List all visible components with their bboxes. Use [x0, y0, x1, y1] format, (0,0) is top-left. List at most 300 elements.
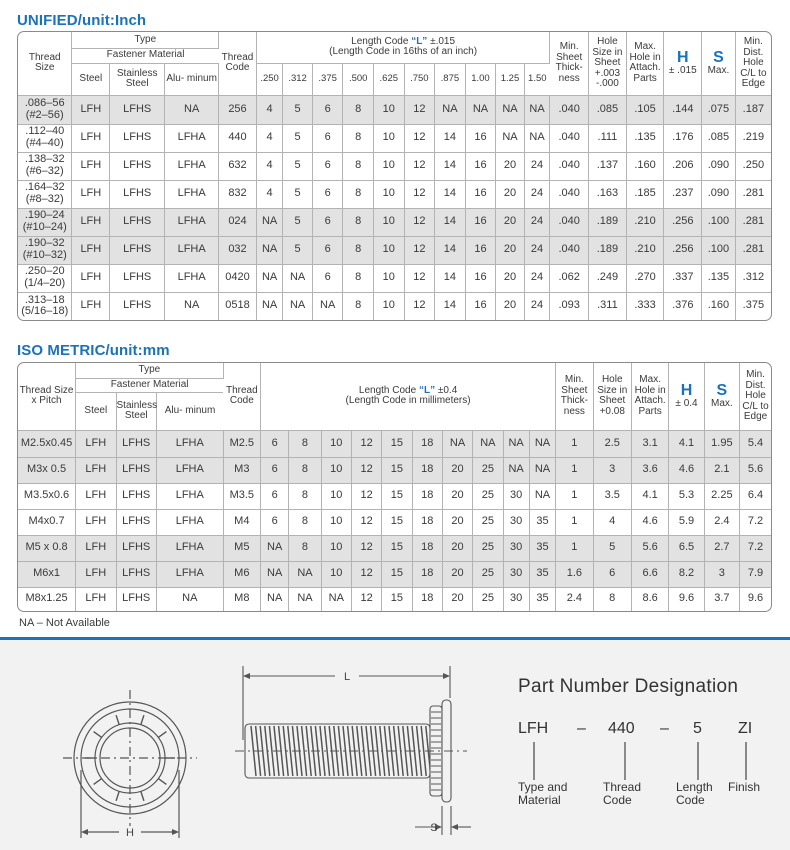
length-code-cell: 10 [321, 430, 351, 457]
footnote: NA – Not Available [19, 617, 110, 629]
max-hole-cell: .333 [626, 292, 664, 320]
min-sheet-cell: .040 [550, 152, 589, 180]
thread-code-cell: M3 [223, 457, 260, 483]
min-sheet-cell: 1 [556, 509, 593, 535]
length-code-cell: 12 [351, 483, 381, 509]
h-letter: H [680, 382, 693, 399]
length-code-cell: NA [524, 95, 550, 124]
thread-size-cell: .250–20 (1/4–20) [18, 264, 72, 292]
thread-size-cell: .190–24 (#10–24) [18, 208, 72, 236]
h-cell: .237 [664, 180, 702, 208]
length-code-cell: 6 [261, 430, 289, 457]
header-steel: Steel [72, 63, 110, 95]
length-code-cell: 15 [382, 535, 412, 561]
length-code-cell: 8 [343, 180, 374, 208]
length-code-cell: NA [256, 292, 282, 320]
steel-cell: LFH [72, 95, 110, 124]
length-code-cell: 14 [435, 292, 466, 320]
header-length-code [261, 363, 556, 430]
min-sheet-cell: 1 [556, 535, 593, 561]
header-length-5: .625 [373, 63, 404, 95]
thread-size-cell: .313–18 (5/16–18) [18, 292, 72, 320]
header-length-1: .250 [256, 63, 282, 95]
length-code-label: Length Code [351, 35, 409, 47]
length-code-cell: 18 [412, 561, 442, 587]
steel-cell: LFH [76, 561, 116, 587]
min-dist-cell: 7.2 [740, 535, 771, 561]
length-code-tolerance: ±0.4 [437, 384, 458, 396]
header-length-10: 1.50 [524, 63, 550, 95]
table-row [18, 95, 771, 124]
length-code-cell: NA [256, 236, 282, 264]
length-code-cell: 14 [435, 152, 466, 180]
aluminum-cell: LFHA [156, 561, 223, 587]
header-thread-code: Thread Code [223, 363, 260, 430]
h-cell: .256 [664, 208, 702, 236]
hole-size-cell: 2.5 [593, 430, 631, 457]
stainless-cell: LFHS [110, 264, 165, 292]
min-sheet-cell: 1.6 [556, 561, 593, 587]
hole-size-cell: .163 [589, 180, 627, 208]
min-sheet-cell: .093 [550, 292, 589, 320]
length-code-cell: NA [503, 430, 529, 457]
length-code-cell: 20 [496, 180, 525, 208]
metric-title: ISO METRIC/unit:mm [17, 342, 170, 359]
h-cell: 4.6 [669, 457, 704, 483]
length-code-cell: 10 [373, 208, 404, 236]
steel-cell: LFH [72, 180, 110, 208]
s-cell: .090 [702, 180, 736, 208]
length-code-cell: 8 [343, 264, 374, 292]
length-code-cell: NA [283, 264, 313, 292]
serration-tooth [141, 791, 144, 801]
hole-size-cell: .111 [589, 124, 627, 152]
length-code-cell: 12 [404, 208, 435, 236]
length-code-cell: 16 [465, 208, 496, 236]
part-number-designation-title: Part Number Designation [518, 676, 739, 697]
header-aluminum: Alu- minum [156, 392, 223, 430]
length-code-cell: 8 [343, 124, 374, 152]
thread-size-cell: M4x0.7 [18, 509, 76, 535]
length-code-cell: NA [529, 430, 555, 457]
length-code-cell: 16 [465, 124, 496, 152]
length-code-cell: NA [529, 483, 555, 509]
length-code-cell: 15 [382, 457, 412, 483]
length-code-cell: 20 [442, 561, 472, 587]
header-min-dist: Min. Dist. Hole C/L to Edge [740, 363, 771, 430]
h-cell: .176 [664, 124, 702, 152]
steel-cell: LFH [76, 430, 116, 457]
header-thread-size-pitch: Thread Size x Pitch [18, 363, 76, 430]
length-code-cell: 30 [503, 587, 529, 611]
h-tolerance: ± 0.4 [675, 398, 698, 409]
length-code-cell: NA [496, 95, 525, 124]
aluminum-cell: LFHA [165, 124, 219, 152]
length-code-cell: 10 [321, 509, 351, 535]
length-code-cell: 14 [435, 264, 466, 292]
length-code-cell: NA [529, 457, 555, 483]
length-code-cell: 24 [524, 292, 550, 320]
length-code-cell: 12 [404, 236, 435, 264]
header-length-2: .312 [283, 63, 313, 95]
table-row [18, 457, 771, 483]
header-thread-size: Thread Size [18, 32, 72, 95]
aluminum-cell: LFHA [165, 236, 219, 264]
length-code-cell: 8 [289, 509, 321, 535]
hole-size-cell: 3.5 [593, 483, 631, 509]
thread-code-cell: 440 [219, 124, 257, 152]
header-thread-code: Thread Code [219, 32, 257, 95]
length-code-cell: 35 [529, 535, 555, 561]
header-fastener-material: Fastener Material [72, 48, 219, 63]
length-code-cell: 20 [442, 509, 472, 535]
aluminum-cell: LFHA [156, 509, 223, 535]
s-cell: 2.1 [704, 457, 739, 483]
stainless-cell: LFHS [110, 95, 165, 124]
max-hole-cell: .210 [626, 208, 664, 236]
length-code-cell: 10 [373, 264, 404, 292]
length-code-l: “L” [411, 35, 428, 47]
thread-code-cell: 0420 [219, 264, 257, 292]
min-dist-cell: 9.6 [747, 592, 764, 605]
min-dist-cell: .281 [735, 236, 771, 264]
length-code-cell: 12 [351, 430, 381, 457]
h-cell: .376 [664, 292, 702, 320]
length-code-cell: NA [283, 292, 313, 320]
aluminum-cell: LFHA [156, 430, 223, 457]
length-code-cell: 6 [312, 180, 343, 208]
length-code-cell: 25 [473, 587, 503, 611]
min-sheet-cell: .040 [550, 124, 589, 152]
header-hole-size: Hole Size in Sheet +0.08 [593, 363, 631, 430]
table-row [18, 561, 771, 587]
s-max: Max. [707, 65, 730, 76]
dimension-s-label: S [430, 822, 438, 834]
length-code-cell: 25 [473, 535, 503, 561]
length-code-cell: 25 [473, 509, 503, 535]
length-code-cell: 8 [343, 152, 374, 180]
length-code-cell: 8 [343, 236, 374, 264]
table-row [18, 587, 771, 611]
thread-size-cell: .138–32 (#6–32) [18, 152, 72, 180]
table-row [18, 264, 771, 292]
length-code-cell: 20 [442, 535, 472, 561]
length-code-cell: 18 [412, 430, 442, 457]
h-cell: 6.5 [669, 535, 704, 561]
aluminum-cell: LFHA [165, 264, 219, 292]
length-code-cell: 24 [524, 152, 550, 180]
length-code-cell: 16 [465, 180, 496, 208]
thread-code-cell: 832 [219, 180, 257, 208]
thread-code-cell: M8 [223, 587, 260, 611]
aluminum-cell: NA [156, 587, 223, 611]
thread-line [338, 726, 343, 776]
steel-cell: LFH [76, 509, 116, 535]
min-sheet-cell: 2.4 [556, 587, 593, 611]
min-sheet-cell: .040 [550, 180, 589, 208]
length-code-cell: 14 [435, 208, 466, 236]
s-cell: .085 [702, 124, 736, 152]
fastener-end-view-drawing [55, 650, 255, 850]
length-code-cell: 18 [412, 509, 442, 535]
min-sheet-cell: .040 [550, 236, 589, 264]
length-code-cell: 5 [283, 236, 313, 264]
hole-size-cell: 3 [593, 457, 631, 483]
length-code-cell: 30 [503, 561, 529, 587]
h-cell: .206 [664, 152, 702, 180]
length-code-cell: 12 [404, 292, 435, 320]
length-code-cell: 14 [435, 180, 466, 208]
length-code-cell: 10 [373, 292, 404, 320]
min-sheet-cell: 1 [556, 483, 593, 509]
length-code-cell: 25 [473, 483, 503, 509]
aluminum-cell: LFHA [165, 208, 219, 236]
s-cell: .160 [702, 292, 736, 320]
length-code-cell: 25 [473, 561, 503, 587]
steel-cell: LFH [72, 124, 110, 152]
max-hole-cell: 8.6 [631, 587, 668, 611]
s-cell: 2.25 [704, 483, 739, 509]
thread-size-cell: M6x1 [18, 561, 76, 587]
length-code-cell: 4 [256, 152, 282, 180]
hole-size-cell: .189 [589, 208, 627, 236]
s-max: Max. [711, 398, 733, 409]
h-letter: H [677, 49, 689, 66]
table-row [18, 152, 771, 180]
length-code-note: (Length Code in 16ths of an inch) [329, 46, 478, 58]
length-code-cell: 8 [343, 208, 374, 236]
length-code-cell: NA [261, 587, 289, 611]
min-dist-cell: 5.6 [740, 457, 771, 483]
header-min-sheet: Min. Sheet Thick- ness [556, 363, 593, 430]
fastener-side-view-drawing [235, 640, 475, 850]
min-dist-cell: .281 [735, 208, 771, 236]
length-code-cell: 15 [382, 430, 412, 457]
thread-code-cell: 632 [219, 152, 257, 180]
stainless-cell: LFHS [110, 124, 165, 152]
header-aluminum: Alu- minum [165, 63, 219, 95]
max-hole-cell: 4.1 [631, 483, 668, 509]
hole-size-cell: 6 [593, 561, 631, 587]
aluminum-cell: NA [165, 95, 219, 124]
stainless-cell: LFHS [110, 208, 165, 236]
header-length-9: 1.25 [496, 63, 525, 95]
length-code-cell: 16 [465, 236, 496, 264]
thread-code-cell: 0518 [219, 292, 257, 320]
length-code-tolerance: ±.015 [430, 35, 456, 47]
serration-tooth [94, 779, 102, 785]
length-code-cell: 10 [373, 124, 404, 152]
length-code-cell: 6 [261, 483, 289, 509]
min-dist-cell: .375 [742, 299, 765, 312]
length-code-cell: 10 [321, 535, 351, 561]
serration-tooth [141, 715, 144, 725]
header-h [669, 363, 704, 430]
length-code-cell: 8 [343, 292, 374, 320]
table-row [18, 483, 771, 509]
part-designation-panel [0, 637, 790, 850]
s-cell: 3 [704, 561, 739, 587]
thread-size-cell: M3.5x0.6 [18, 483, 76, 509]
steel-cell: LFH [72, 292, 110, 320]
min-sheet-cell: 1 [556, 430, 593, 457]
length-code-cell: 16 [465, 292, 496, 320]
thread-size-cell: .086–56 (#2–56) [18, 95, 72, 124]
label-length-code: Length Code [676, 780, 713, 807]
length-code-cell: 15 [382, 561, 412, 587]
h-tolerance: ± .015 [668, 65, 697, 76]
aluminum-cell: LFHA [156, 457, 223, 483]
length-code-cell: 6 [312, 152, 343, 180]
min-sheet-cell: .062 [550, 264, 589, 292]
length-code-cell: NA [256, 264, 282, 292]
stainless-cell: LFHS [116, 457, 156, 483]
length-code-cell: NA [289, 561, 321, 587]
length-code-cell: 12 [351, 587, 381, 611]
min-sheet-cell: .040 [550, 95, 589, 124]
min-sheet-cell: 1 [556, 457, 593, 483]
length-code-cell: 12 [351, 457, 381, 483]
designation-dash-2: – [660, 720, 669, 737]
table-row [18, 509, 771, 535]
steel-cell: LFH [72, 236, 110, 264]
length-code-cell: 12 [404, 95, 435, 124]
thread-size-cell: .112–40 (#4–40) [18, 124, 72, 152]
length-code-cell: 24 [524, 208, 550, 236]
header-length-4: .500 [343, 63, 374, 95]
hole-size-cell: 5 [593, 535, 631, 561]
max-hole-cell: 3.1 [631, 430, 668, 457]
steel-cell: LFH [72, 264, 110, 292]
length-code-cell: 15 [382, 483, 412, 509]
length-code-cell: 8 [343, 95, 374, 124]
stainless-cell: LFHS [116, 561, 156, 587]
length-code-cell: NA [442, 430, 472, 457]
h-cell: .337 [664, 264, 702, 292]
header-fastener-material: Fastener Material [76, 378, 224, 392]
table-row [18, 535, 771, 561]
header-max-hole: Max. Hole in Attach. Parts [631, 363, 668, 430]
table-row [18, 180, 771, 208]
length-code-cell: 5 [283, 152, 313, 180]
length-code-label: Length Code [358, 384, 417, 396]
dimension-l-label: L [343, 671, 351, 683]
stainless-cell: LFHS [116, 587, 156, 611]
h-cell: 8.2 [669, 561, 704, 587]
header-length-code [256, 32, 550, 63]
length-code-cell: 5 [283, 95, 313, 124]
length-code-cell: NA [496, 124, 525, 152]
min-dist-cell: .312 [735, 264, 771, 292]
s-cell: .075 [702, 95, 736, 124]
label-thread-code: Thread Code [603, 780, 642, 807]
min-dist-cell: .219 [735, 124, 771, 152]
steel-cell: LFH [76, 483, 116, 509]
max-hole-cell: .270 [626, 264, 664, 292]
length-code-cell: 10 [373, 95, 404, 124]
length-code-cell: 20 [496, 264, 525, 292]
designation-finish-code: ZI [738, 720, 753, 737]
hole-size-cell: 4 [593, 509, 631, 535]
length-code-cell: 4 [256, 124, 282, 152]
length-code-cell: 12 [404, 152, 435, 180]
header-type: Type [72, 32, 219, 48]
length-code-cell: 10 [321, 483, 351, 509]
s-cell: 2.4 [704, 509, 739, 535]
unified-table [17, 31, 772, 321]
max-hole-cell: .185 [626, 180, 664, 208]
thread-code-cell: M4 [223, 509, 260, 535]
header-steel: Steel [76, 392, 116, 430]
length-code-cell: 12 [351, 535, 381, 561]
label-finish: Finish [728, 780, 761, 794]
length-code-cell: 14 [435, 124, 466, 152]
thread-size-cell: M2.5x0.45 [18, 430, 76, 457]
steel-cell: LFH [76, 587, 116, 611]
header-min-sheet: Min. Sheet Thick- ness [550, 32, 589, 95]
length-code-note: (Length Code in millimeters) [345, 395, 471, 407]
length-code-cell: NA [503, 457, 529, 483]
length-code-cell: NA [473, 430, 503, 457]
s-letter: S [716, 382, 728, 399]
table-row [18, 124, 771, 152]
length-code-cell: 25 [473, 457, 503, 483]
length-code-cell: 24 [524, 180, 550, 208]
steel-cell: LFH [72, 208, 110, 236]
max-hole-cell: 4.6 [631, 509, 668, 535]
dimension-h-label: H [126, 827, 134, 839]
s-cell: 1.95 [704, 430, 739, 457]
max-hole-cell: .135 [626, 124, 664, 152]
min-dist-cell: 5.4 [740, 430, 771, 457]
aluminum-cell: LFHA [156, 483, 223, 509]
length-code-cell: 35 [529, 509, 555, 535]
length-code-cell: 4 [256, 95, 282, 124]
length-code-cell: 20 [442, 457, 472, 483]
header-length-3: .375 [312, 63, 343, 95]
hole-size-cell: .085 [589, 95, 627, 124]
length-code-cell: 20 [496, 292, 525, 320]
h-cell: .144 [664, 95, 702, 124]
length-code-cell: 12 [404, 264, 435, 292]
min-dist-cell: 7.2 [740, 509, 771, 535]
max-hole-cell: .160 [626, 152, 664, 180]
max-hole-cell: 3.6 [631, 457, 668, 483]
length-code-cell: 12 [351, 561, 381, 587]
s-cell: .100 [702, 236, 736, 264]
thread-code-cell: M3.5 [223, 483, 260, 509]
hole-size-cell: .249 [589, 264, 627, 292]
h-cell: .256 [664, 236, 702, 264]
aluminum-cell: LFHA [156, 535, 223, 561]
length-code-cell: 20 [496, 236, 525, 264]
table-row [18, 208, 771, 236]
length-code-cell: 4 [256, 180, 282, 208]
length-code-cell: 6 [312, 236, 343, 264]
designation-dash-1: – [577, 720, 586, 737]
length-code-cell: 5 [283, 208, 313, 236]
thread-code-cell: 256 [219, 95, 257, 124]
s-cell: .090 [702, 152, 736, 180]
length-code-cell: 14 [435, 236, 466, 264]
length-code-cell: 10 [373, 236, 404, 264]
length-code-cell: 18 [412, 457, 442, 483]
max-hole-cell: .105 [626, 95, 664, 124]
length-code-cell: 30 [503, 509, 529, 535]
stainless-cell: LFHS [110, 152, 165, 180]
length-code-cell: 12 [404, 124, 435, 152]
header-s [702, 32, 736, 95]
